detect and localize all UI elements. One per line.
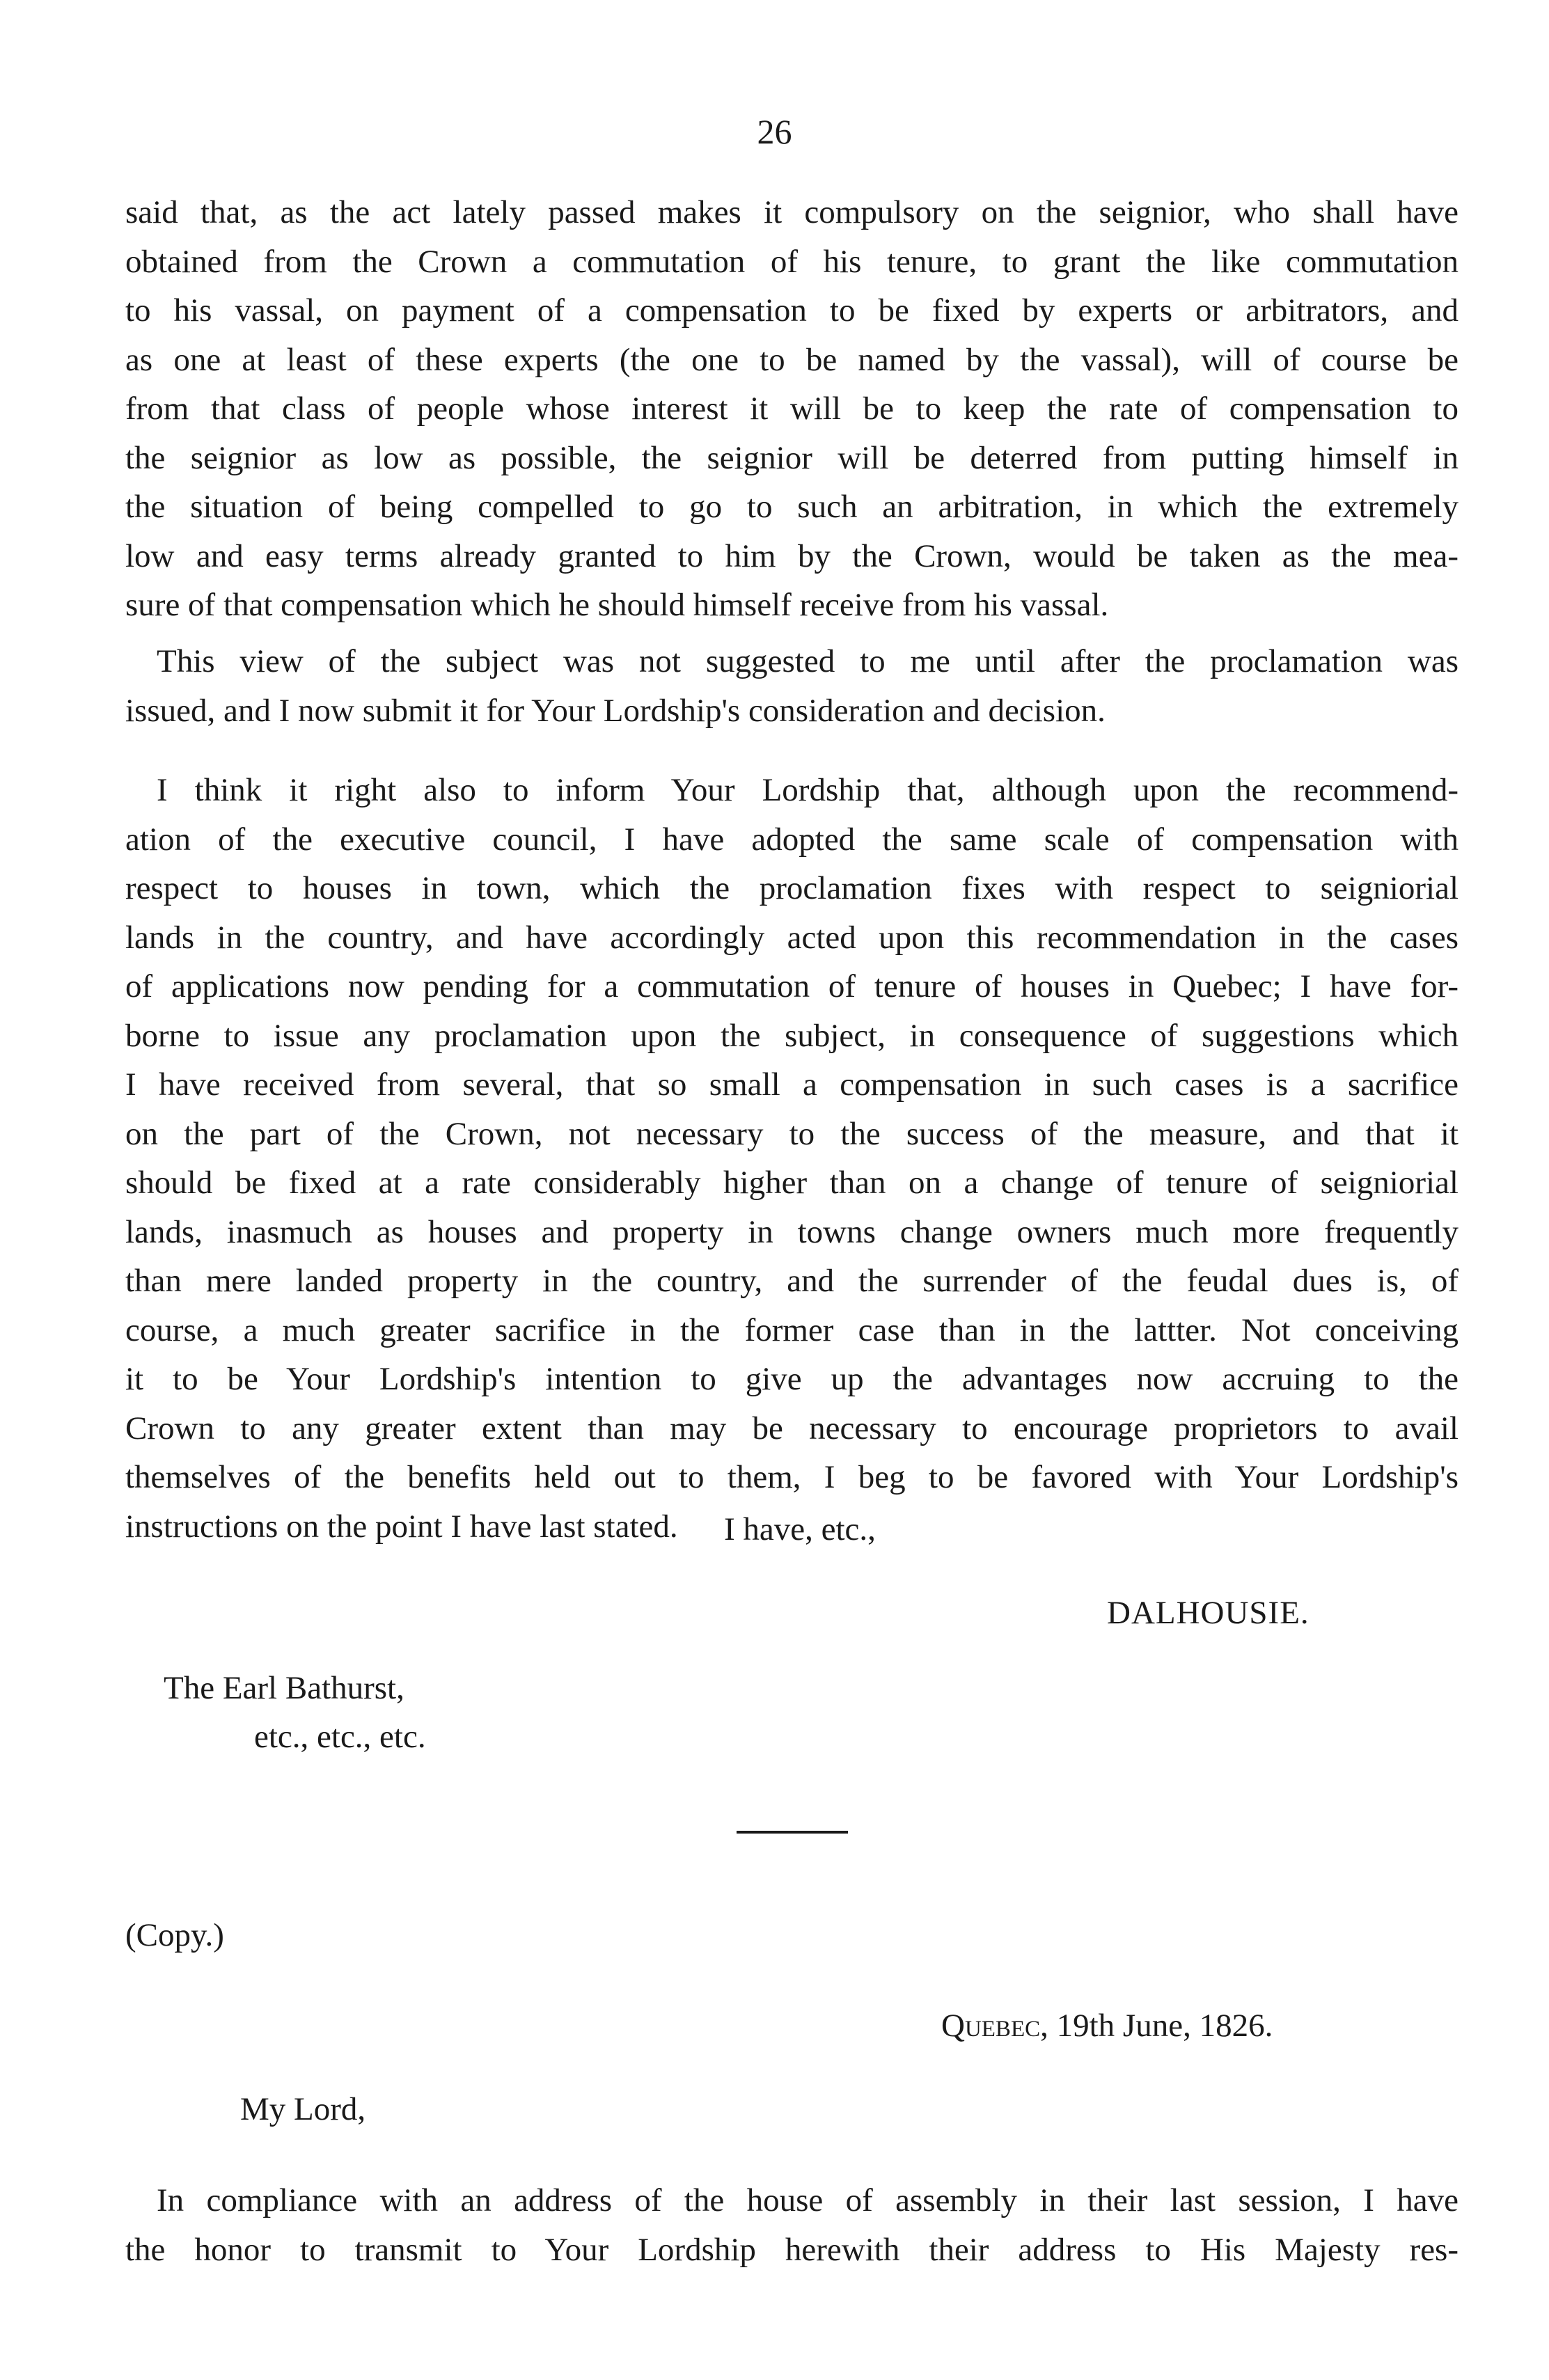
- text-line: obtained from the Crown a commutation of his tenure, to grant the like commutation: [125, 243, 1458, 280]
- text-line: respect to houses in town, which the proclamation fixes with respect to seigniorial: [125, 870, 1458, 906]
- text-line: to his vassal, on payment of a compensation to be fixed by experts or arbitrators, and: [125, 292, 1458, 329]
- paragraph-2: [125, 637, 1458, 735]
- text-line: low and easy terms already granted to him by the Crown, would be taken as the mea-: [125, 537, 1458, 574]
- text-line: said that, as the act lately passed makes it compulsory on the seignior, who shall have: [125, 194, 1458, 230]
- text-line: themselves of the benefits held out to them, I beg to be favored with Your Lordship's: [125, 1459, 1458, 1495]
- text-line: ation of the executive council, I have adopted the same scale of compensation with: [125, 821, 1458, 858]
- text-line: borne to issue any proclamation upon the subject, in consequence of suggestions which: [125, 1017, 1458, 1054]
- closing-phrase: I have, etc.,: [724, 1511, 876, 1547]
- text-line: sure of that compensation which he should himself receive from his vassal.: [125, 587, 1109, 623]
- page-number: 26: [757, 112, 792, 151]
- text-line: This view of the subject was not suggested to me until after the proclamation was: [157, 643, 1458, 679]
- date-place: Quebec,: [941, 2008, 1048, 2044]
- text-line: it to be Your Lordship's intention to give up the advantages now accruing to the: [125, 1361, 1458, 1397]
- text-line: should be fixed at a rate considerably higher than on a change of tenure of seigniorial: [125, 1165, 1458, 1201]
- text-line: instructions on the point I have last stated.: [125, 1508, 678, 1545]
- addressee-etc: etc., etc., etc.: [254, 1719, 426, 1755]
- paragraph-4: [125, 2176, 1458, 2274]
- date-rest: 19th June, 1826.: [1048, 2008, 1273, 2044]
- addressee-block: [164, 1664, 426, 1761]
- text-line: Crown to any greater extent than may be necessary to encourage proprietors to avail: [125, 1410, 1458, 1447]
- paragraph-1: [125, 188, 1458, 630]
- addressee-name: The Earl Bathurst,: [164, 1670, 404, 1706]
- text-line: issued, and I now submit it for Your Lordship's consideration and decision.: [125, 692, 1106, 729]
- text-line: lands, inasmuch as houses and property in towns change owners much more frequently: [125, 1213, 1458, 1250]
- copy-label: (Copy.): [125, 1917, 224, 1953]
- text-line: as one at least of these experts (the one to be named by the vassal), will of course be: [125, 341, 1458, 378]
- section-divider: [737, 1831, 848, 1834]
- text-line: lands in the country, and have accordingly acted upon this recommendation in the cases: [125, 919, 1458, 956]
- text-line: the situation of being compelled to go to such an arbitration, in which the extremely: [125, 489, 1458, 525]
- signature: DALHOUSIE.: [1107, 1595, 1310, 1631]
- text-line: on the part of the Crown, not necessary to the success of the measure, and that it: [125, 1115, 1458, 1152]
- text-line: the seignior as low as possible, the seignior will be deterred from putting himself in: [125, 439, 1458, 476]
- text-line: of applications now pending for a commutation of tenure of houses in Quebec; I have for-: [125, 968, 1458, 1004]
- text-line: course, a much greater sacrifice in the former case than in the lattter. Not conceiving: [125, 1311, 1458, 1348]
- text-line: than mere landed property in the country, and the surrender of the feudal dues is, of: [125, 1263, 1458, 1299]
- text-line: I think it right also to inform Your Lordship that, although upon the recommend-: [157, 772, 1458, 808]
- text-line: from that class of people whose interest it will be to keep the rate of compensation to: [125, 391, 1458, 427]
- paragraph-3: [125, 766, 1458, 1551]
- dateline: [941, 2007, 1273, 2044]
- text-line: I have received from several, that so small a compensation in such cases is a sacrifice: [125, 1066, 1458, 1103]
- text-line: In compliance with an address of the house of assembly in their last session, I have: [157, 2182, 1458, 2219]
- salutation: My Lord,: [240, 2091, 366, 2127]
- text-line: the honor to transmit to Your Lordship herewith their address to His Majesty res-: [125, 2231, 1458, 2268]
